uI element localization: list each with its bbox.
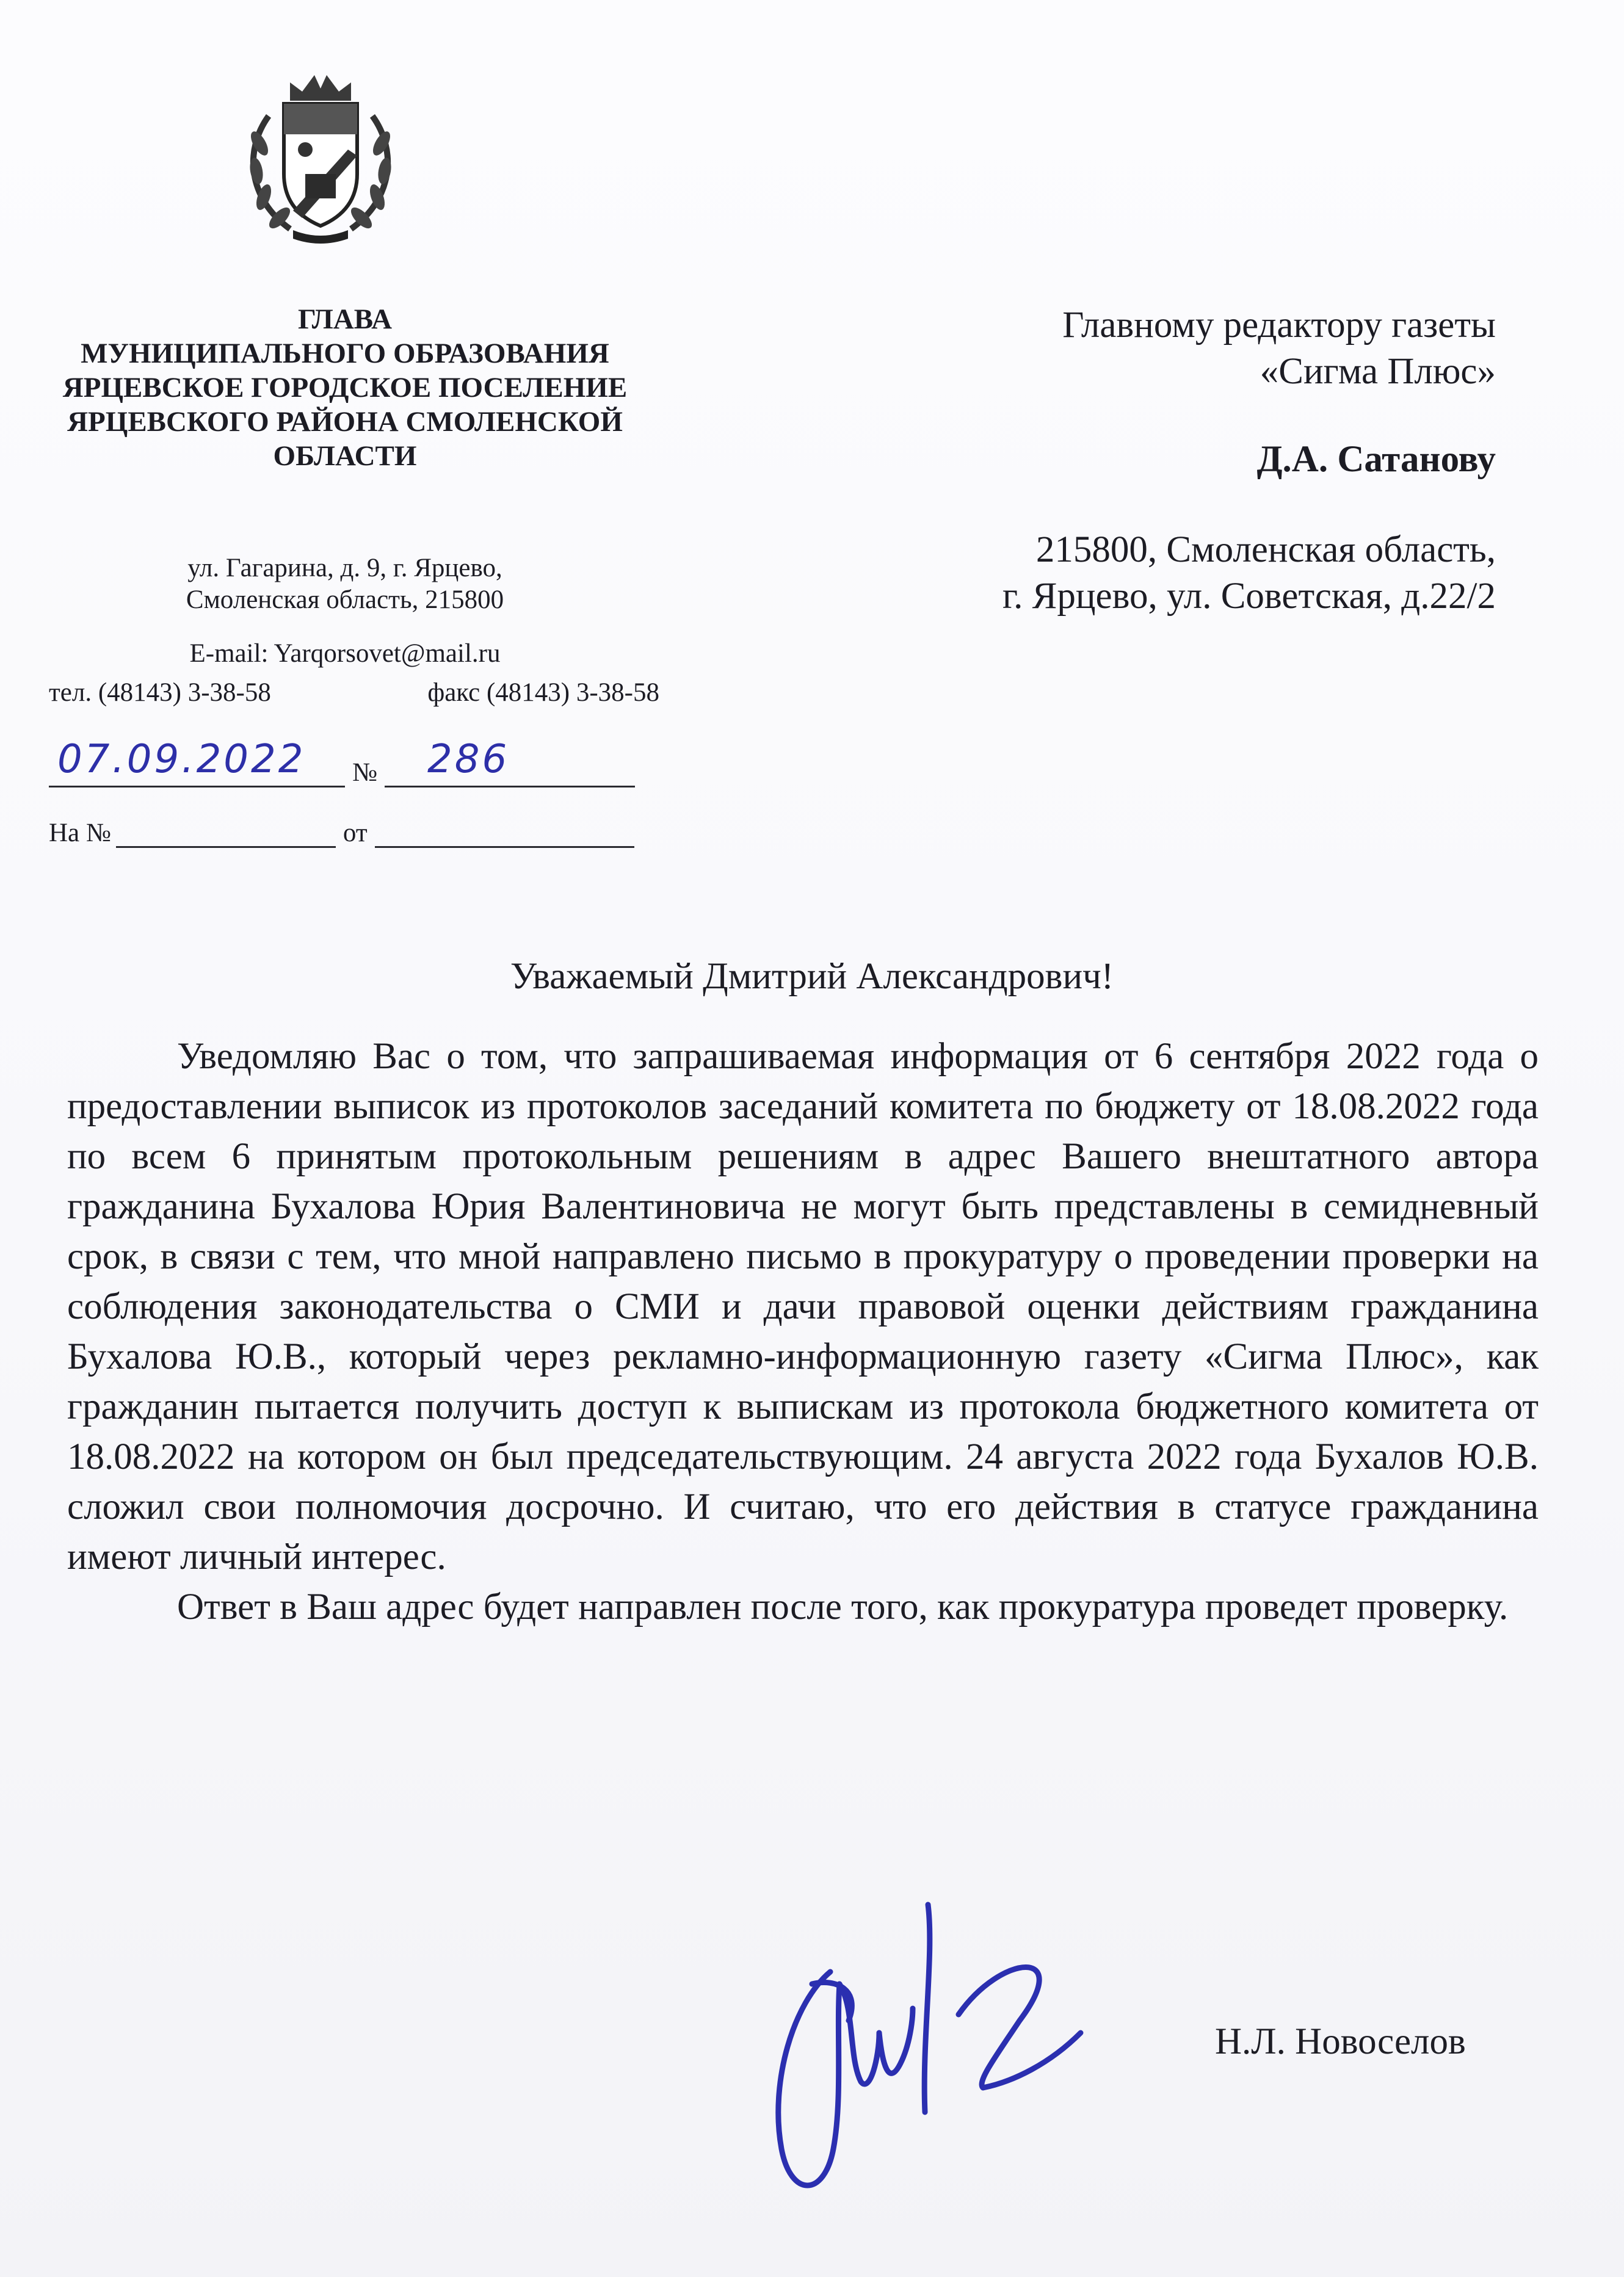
registration-date: 07.09.2022 <box>57 737 306 782</box>
recipient-address-line: г. Ярцево, ул. Советская, д.22/2 <box>1002 576 1496 617</box>
sender-address <box>24 552 665 616</box>
recipient-title: Главному редактору газеты <box>1062 305 1496 346</box>
address-line: ул. Гагарина, д. 9, г. Ярцево, <box>187 554 502 582</box>
number-sign: № <box>352 758 378 787</box>
org-line: ОБЛАСТИ <box>273 440 417 472</box>
reply-date-field <box>375 819 634 848</box>
org-line: ЯРЦЕВСКОЕ ГОРОДСКОЕ ПОСЕЛЕНИЕ <box>62 372 628 404</box>
body-paragraph: Уведомляю Вас о том, что запрашиваемая информация от 6 сентября 2022 года о предоставлении выписок из протоколов заседаний комитета по бюджету от 18.08.2022 года по всем 6 принятым протокольным решениям в адрес Вашего внештатного автора гражданина Бухалова Юрия Валентиновича не могут быть представлены в семидневный срок, в связи с тем, что мной направлено письмо в прокуратуру о проведении проверки на соблюдения законодательства о СМИ и дачи правовой оценки действиям гражданина Бухалова Ю.В., который через рекламно-информационную газету «Сигма Плюс», как гражданин пытается получить доступ к выпискам из протокола бюджетного комитета от 18.08.2022 на котором он был председательствующим. 24 августа 2022 года Бухалов Ю.В. сложил свои полномочия досрочно. И считаю, что его действия в статусе гражданина имеют личный интерес. <box>67 1036 1539 1577</box>
letter-body <box>67 1032 1539 1632</box>
sender-contacts <box>49 678 659 708</box>
sender-phone: тел. (48143) 3-38-58 <box>49 678 271 707</box>
reply-number-field <box>116 819 336 848</box>
recipient-address-line: 215800, Смоленская область, <box>1035 529 1496 570</box>
sender-fax: факс (48143) 3-38-58 <box>427 678 659 707</box>
sender-email: E-mail: Yarqorsovet@mail.ru <box>189 639 501 668</box>
coat-of-arms-emblem <box>226 58 415 247</box>
handwritten-signature <box>757 1880 1136 2222</box>
org-line: ГЛАВА <box>297 303 393 335</box>
registration-number-field <box>385 737 635 787</box>
registration-line <box>49 737 635 787</box>
greeting: Уважаемый Дмитрий Александрович! <box>510 956 1114 997</box>
reply-reference-line <box>49 818 634 848</box>
recipient-newspaper: «Сигма Плюс» <box>1260 351 1496 392</box>
recipient-block <box>843 302 1496 620</box>
address-line: Смоленская область, 215800 <box>186 585 504 614</box>
org-line: МУНИЦИПАЛЬНОГО ОБРАЗОВАНИЯ <box>81 338 609 369</box>
registration-number: 286 <box>427 737 510 782</box>
registration-date-field <box>49 737 345 787</box>
reply-from-label: от <box>343 819 368 847</box>
sender-organization <box>24 302 665 473</box>
signer-name: Н.Л. Новоселов <box>1215 2021 1466 2062</box>
reply-number-label: На № <box>49 819 111 847</box>
org-line: ЯРЦЕВСКОГО РАЙОНА СМОЛЕНСКОЙ <box>67 406 623 438</box>
body-paragraph: Ответ в Ваш адрес будет направлен после того, как прокуратура проведет проверку. <box>177 1587 1509 1627</box>
recipient-name: Д.А. Сатанову <box>1256 439 1496 480</box>
